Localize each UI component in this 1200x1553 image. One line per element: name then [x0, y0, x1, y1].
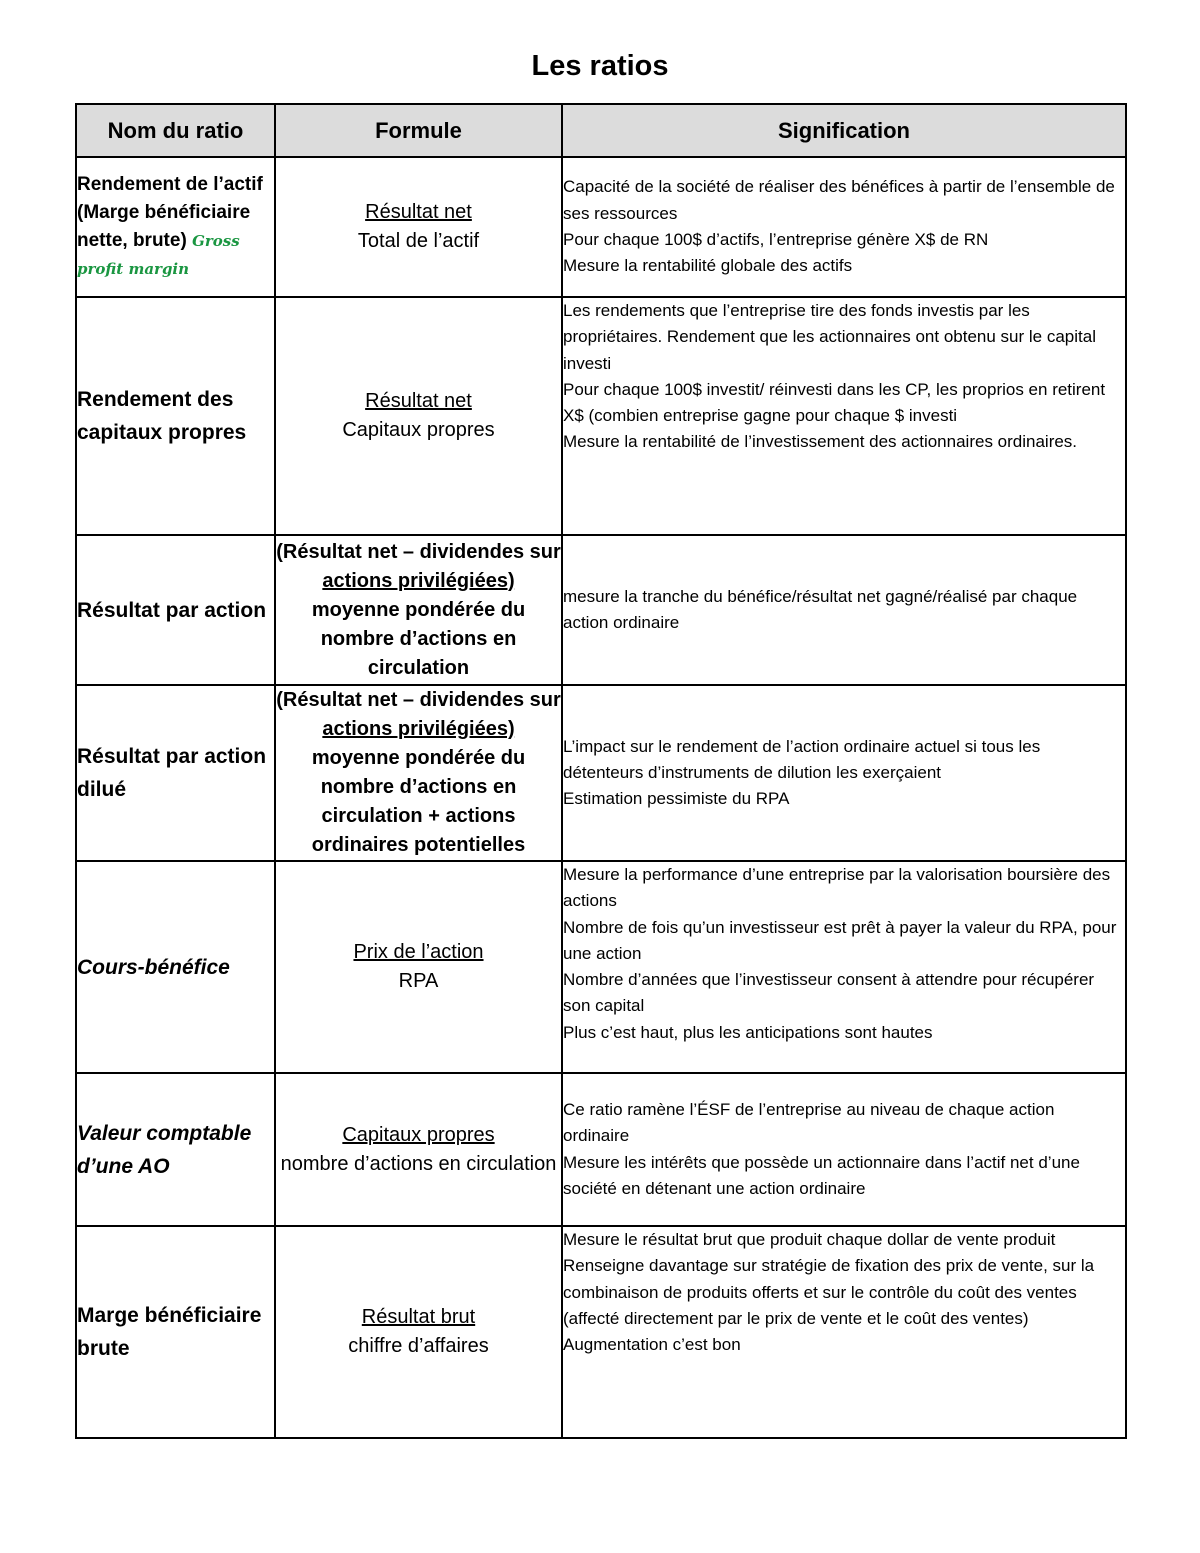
- ratio-name: Résultat par action: [77, 598, 267, 622]
- table-row: [76, 1226, 1126, 1438]
- meaning-line: Estimation pessimiste du RPA: [563, 789, 790, 809]
- formula-cell: [275, 685, 562, 861]
- header-formula: Formule: [275, 104, 562, 157]
- ratio-name: Marge bénéficiaire brute: [77, 1304, 262, 1360]
- formula-numerator: Résultat brut: [361, 1306, 476, 1328]
- meaning-cell: [562, 297, 1126, 535]
- formula-numerator: Résultat net: [365, 390, 472, 412]
- ratio-name: Valeur comptable d’une AO: [77, 1121, 252, 1178]
- table-row: [76, 535, 1126, 685]
- meaning-cell: [562, 1073, 1126, 1226]
- meaning-line: Capacité de la société de réaliser des bénéfices à partir de l’ensemble de ses ressources: [563, 177, 1115, 223]
- table-row: [76, 861, 1126, 1073]
- ratio-name-cell: [76, 297, 275, 535]
- meaning-line: Mesure la rentabilité globale des actifs: [563, 256, 853, 276]
- formula-denominator: Capitaux propres: [342, 419, 495, 441]
- formula-denominator: moyenne pondérée du nombre d’actions en circulation + actions ordinaires potentielles: [311, 747, 526, 856]
- meaning-line: Pour chaque 100$ investit/ réinvesti dans les CP, les proprios en retirent X$ (combien entreprise gagne pour chaque $ investi: [563, 379, 1106, 426]
- meaning-cell: [562, 157, 1126, 297]
- ratio-name-cell: [76, 1073, 275, 1226]
- meaning-line: Mesure la performance d’une entreprise par la valorisation boursière des actions: [563, 865, 1111, 911]
- page-title: Les ratios: [531, 50, 669, 82]
- formula-num-prefix: (Résultat net – dividendes sur: [276, 540, 561, 563]
- formula-cell: [275, 1226, 562, 1438]
- meaning-line: Pour chaque 100$ d’actifs, l’entreprise génère X$ de RN: [563, 230, 989, 249]
- meaning-line: Ce ratio ramène l’ÉSF de l’entreprise au niveau de chaque action ordinaire: [563, 1099, 1055, 1146]
- ratio-name-cell: [76, 861, 275, 1073]
- formula-numerator: Prix de l’action: [353, 941, 484, 963]
- ratio-name-cell: [76, 1226, 275, 1438]
- meaning-line: Augmentation c’est bon: [563, 1335, 741, 1355]
- ratio-name-cell: [76, 157, 275, 297]
- formula-cell: [275, 861, 562, 1073]
- formula-denominator: moyenne pondérée du nombre d’actions en circulation: [311, 598, 526, 679]
- ratio-name: Rendement des capitaux propres: [77, 388, 247, 444]
- meaning-cell: [562, 861, 1126, 1073]
- formula-num-underlined: actions privilégiées): [322, 569, 515, 592]
- meaning-cell: [562, 685, 1126, 861]
- meaning-cell: [562, 535, 1126, 685]
- formula-denominator: Total de l’actif: [357, 230, 480, 252]
- meaning-line: Les rendements que l’entreprise tire des fonds investis par les propriétaires. Rendement que les actionnaires ont obtenu sur le capital investi: [563, 301, 1096, 373]
- header-meaning: Signification: [562, 104, 1126, 157]
- formula-cell: [275, 1073, 562, 1226]
- meaning-line: Mesure le résultat brut que produit chaque dollar de vente produit: [563, 1230, 1056, 1249]
- formula-num-prefix: (Résultat net – dividendes sur: [276, 689, 561, 711]
- formula-numerator: Résultat net: [365, 201, 472, 223]
- meaning-line: L’impact sur le rendement de l’action ordinaire actuel si tous les détenteurs d’instruments de dilution les exerçaient: [563, 736, 1041, 782]
- meaning-line: Plus c’est haut, plus les anticipations sont hautes: [563, 1022, 933, 1042]
- formula-cell: [275, 535, 562, 685]
- ratio-name: Rendement de l’actif (Marge bénéficiaire nette, brute): [77, 174, 263, 251]
- table-row: [76, 1073, 1126, 1226]
- table-row: [76, 157, 1126, 297]
- meaning-line: Nombre d’années que l’investisseur consent à attendre pour récupérer son capital: [563, 970, 1095, 1016]
- ratio-name-cell: [76, 685, 275, 861]
- meaning-cell: [562, 1226, 1126, 1438]
- formula-denominator: chiffre d’affaires: [348, 1335, 489, 1357]
- formula-num-underlined: actions privilégiées): [322, 718, 515, 740]
- table-header-row: [76, 104, 1126, 157]
- table-row: [76, 685, 1126, 861]
- ratio-note: Gross profit margin: [77, 232, 240, 278]
- meaning-line: Mesure les intérêts que possède un actionnaire dans l’actif net d’une société en détenant une action ordinaire: [563, 1152, 1080, 1198]
- meaning-line: mesure la tranche du bénéfice/résultat net gagné/réalisé par chaque action ordinaire: [563, 586, 1078, 632]
- ratio-name: Résultat par action dilué: [77, 745, 267, 801]
- meaning-line: Renseigne davantage sur stratégie de fixation des prix de vente, sur la combinaison de produits offerts et sur le contrôle du coût des ventes (affecté directement par le prix de vente et le coût des ventes): [563, 1256, 1095, 1328]
- formula-numerator: [276, 686, 561, 744]
- meaning-line: Mesure la rentabilité de l’investissement des actionnaires ordinaires.: [563, 432, 1078, 452]
- formula-cell: [275, 157, 562, 297]
- header-name: Nom du ratio: [76, 104, 275, 157]
- formula-numerator: Capitaux propres: [342, 1123, 495, 1146]
- ratio-name: Cours-bénéfice: [77, 955, 230, 979]
- meaning-line: Nombre de fois qu’un investisseur est prêt à payer la valeur du RPA, pour une action: [563, 917, 1117, 963]
- formula-denominator: nombre d’actions en circulation: [280, 1152, 557, 1175]
- formula-cell: [275, 297, 562, 535]
- ratio-name-cell: [76, 535, 275, 685]
- table-row: [76, 297, 1126, 535]
- ratios-table: [75, 103, 1127, 1439]
- formula-numerator: [276, 538, 561, 596]
- formula-denominator: RPA: [398, 970, 439, 992]
